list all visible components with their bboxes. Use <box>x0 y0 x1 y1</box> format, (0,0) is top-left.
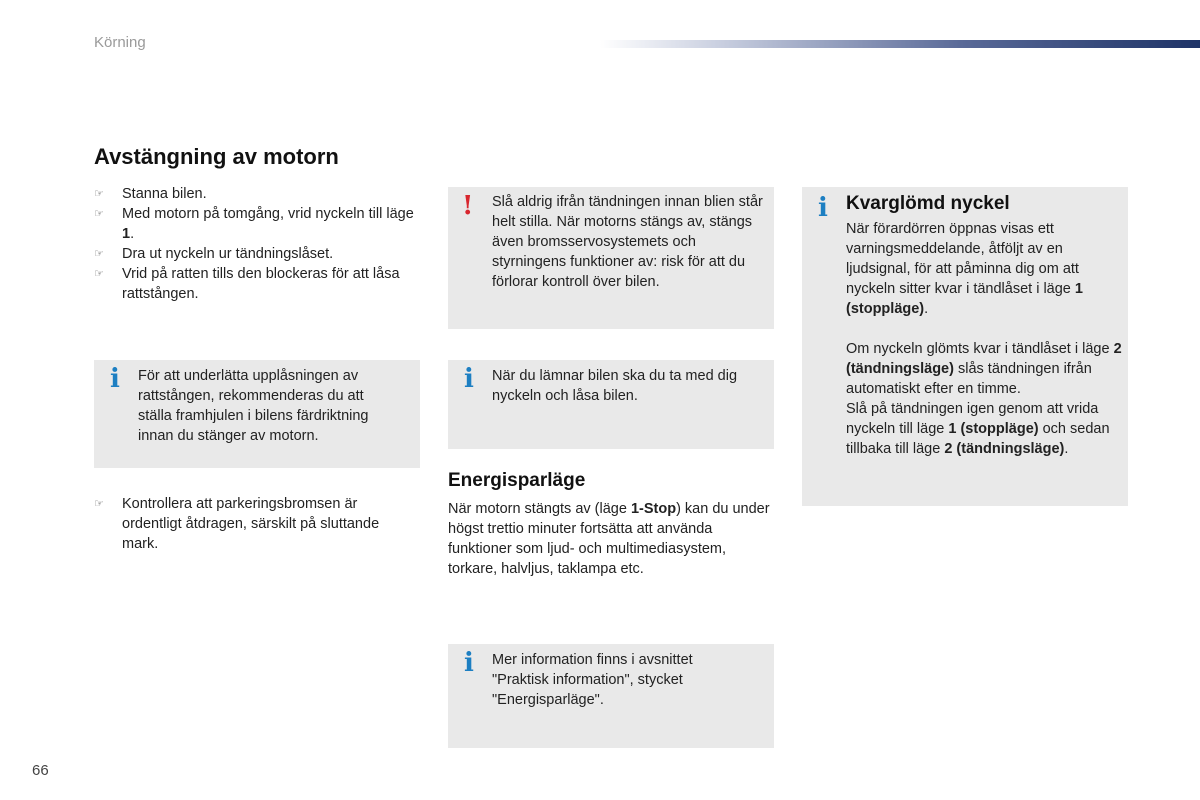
list-item: ☞ Kontrollera att parkeringsbromsen är ordentligt åtdragen, särskilt på sluttande mark. <box>94 496 380 552</box>
list-item: ☞ Dra ut nyckeln ur tändningslåset. <box>94 246 334 262</box>
info-text: För att underlätta upplåsningen av rattstången, rekommenderas du att ställa framhjulen i bilens färdriktning innan du stänger av motorn. <box>138 368 369 444</box>
info-icon: i <box>110 364 120 394</box>
steps-list <box>94 184 424 304</box>
info-text: När du lämnar bilen ska du ta med dig nyckeln och låsa bilen. <box>492 368 738 404</box>
section-label: Körning <box>94 34 146 51</box>
page-title: Avstängning av motorn <box>94 144 339 169</box>
info-icon: i <box>818 193 828 223</box>
forgotten-key-paragraph: När förardörren öppnas visas ett varningsmeddelande, åtföljt av en ljudsignal, för att påminna dig om att nyckeln sitter kvar i tändlåset i läge 1 (stoppläge). <box>846 221 1083 317</box>
forgotten-key-heading: Kvarglömd nyckel <box>846 193 1010 214</box>
list-item: ☞ Med motorn på tomgång, vrid nyckeln till läge 1. <box>94 206 414 242</box>
info-box-steering <box>94 360 420 468</box>
pointing-hand-icon: ☞ <box>94 248 104 260</box>
forgotten-key-content <box>846 193 1124 459</box>
pointing-hand-icon: ☞ <box>94 498 104 510</box>
warning-icon: ! <box>462 191 474 221</box>
info-box-leave-car <box>448 360 774 449</box>
header-accent-bar <box>600 40 1200 48</box>
forgotten-key-paragraph: Slå på tändningen igen genom att vrida nyckeln till läge 1 (stoppläge) och sedan tillbaka till läge 2 (tändningsläge). <box>846 401 1110 457</box>
forgotten-key-box <box>802 187 1128 506</box>
parking-brake-list <box>94 494 414 554</box>
warning-box <box>448 187 774 329</box>
info-icon: i <box>464 648 474 678</box>
list-item: ☞ Stanna bilen. <box>94 186 207 202</box>
energy-saving-heading: Energisparläge <box>448 470 586 491</box>
forgotten-key-paragraph: Om nyckeln glömts kvar i tändlåset i läge 2 (tändningsläge) slås tändningen ifrån automatiskt efter en timme. <box>846 341 1122 397</box>
pointing-hand-icon: ☞ <box>94 208 104 220</box>
info-icon: i <box>464 364 474 394</box>
list-item: ☞ Vrid på ratten tills den blockeras för att låsa rattstången. <box>94 266 400 302</box>
energy-saving-text: När motorn stängts av (läge 1-Stop) kan du under högst trettio minuter fortsätta att använda funktioner som ljud- och multimediasystem, torkare, halvljus, taklampa etc. <box>448 501 770 577</box>
page-number: 66 <box>32 762 49 779</box>
warning-text: Slå aldrig ifrån tändningen innan blien står helt stilla. När motorns stängs av, stängs även bromsservosystemets och styrningens funktioner av: risk för att du förlorar kontroll över bilen. <box>492 194 763 290</box>
info-text: Mer information finns i avsnittet "Praktisk information", stycket "Energisparläge". <box>492 652 693 708</box>
pointing-hand-icon: ☞ <box>94 188 104 200</box>
pointing-hand-icon: ☞ <box>94 268 104 280</box>
info-box-more <box>448 644 774 748</box>
